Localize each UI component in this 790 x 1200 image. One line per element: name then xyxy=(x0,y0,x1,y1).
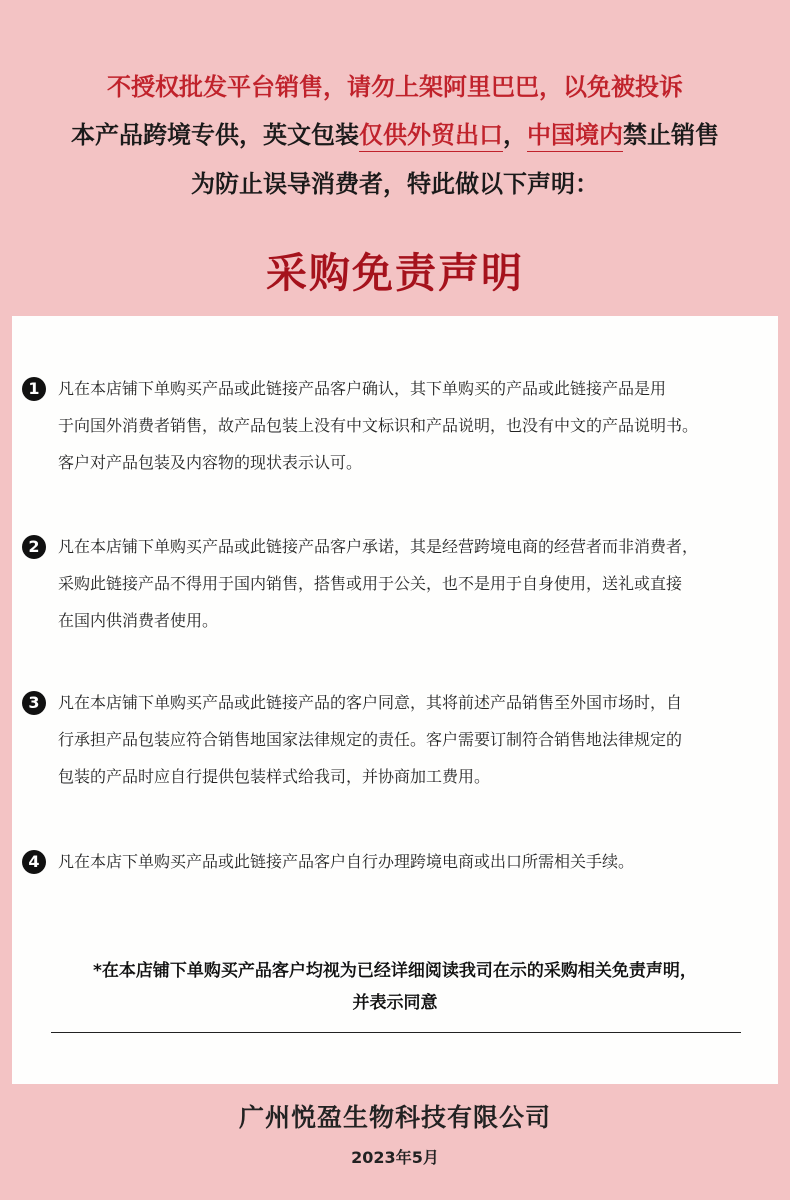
statement-suffix: 禁止销售 xyxy=(623,121,719,149)
footnote-line-1: *在本店铺下单购买产品客户均视为已经详细阅读我司在示的采购相关免责声明， xyxy=(93,961,697,981)
number-1-icon: 1 xyxy=(22,377,46,401)
export-only-statement xyxy=(0,119,790,151)
number-3-icon: 3 xyxy=(22,691,46,715)
disclaimer-item-text: 凡在本店铺下单购买产品或此链接产品客户承诺，其是经营跨境电商的经营者而非消费者， 采购此链接产品不得用于国内销售，搭售或用于公关，也不是用于自身使用，送礼或直接 在国内供消费者使用。 xyxy=(58,537,699,630)
agreement-footnote xyxy=(0,955,790,1019)
page-title: 采购免责声明 xyxy=(266,249,524,297)
export-only-highlight: 仅供外贸出口 xyxy=(359,121,503,152)
statement-prefix: 本产品跨境专供，英文包装 xyxy=(71,121,359,149)
warning-line: 不授权批发平台销售，请勿上架阿里巴巴，以免被投诉 xyxy=(107,73,683,101)
company-name: 广州悦盈生物科技有限公司 xyxy=(238,1103,551,1132)
declaration-intro: 为防止误导消费者，特此做以下声明： xyxy=(191,170,599,198)
disclaimer-item-text: 凡在本店下单购买产品或此链接产品客户自行办理跨境电商或出口所需相关手续。 xyxy=(58,852,635,871)
statement-comma: ， xyxy=(503,121,527,149)
domestic-highlight: 中国境内 xyxy=(527,121,623,152)
issue-date: 2023年5月 xyxy=(351,1148,439,1167)
number-4-icon: 4 xyxy=(22,850,46,874)
divider xyxy=(51,1032,741,1033)
footnote-line-2: 并表示同意 xyxy=(352,993,438,1013)
number-2-icon: 2 xyxy=(22,535,46,559)
disclaimer-item-text: 凡在本店铺下单购买产品或此链接产品客户确认，其下单购买的产品或此链接产品是用 于向国外消费者销售，故产品包装上没有中文标识和产品说明，也没有中文的产品说明书。 客户对产品包装及内容物的现状表示认可。 xyxy=(58,379,699,472)
disclaimer-item-text: 凡在本店铺下单购买产品或此链接产品的客户同意，其将前述产品销售至外国市场时，自 行承担产品包装应符合销售地国家法律规定的责任。客户需要订制符合销售地法律规定的 包装的产品时应自行提供包装样式给我司，并协商加工费用。 xyxy=(58,693,683,786)
